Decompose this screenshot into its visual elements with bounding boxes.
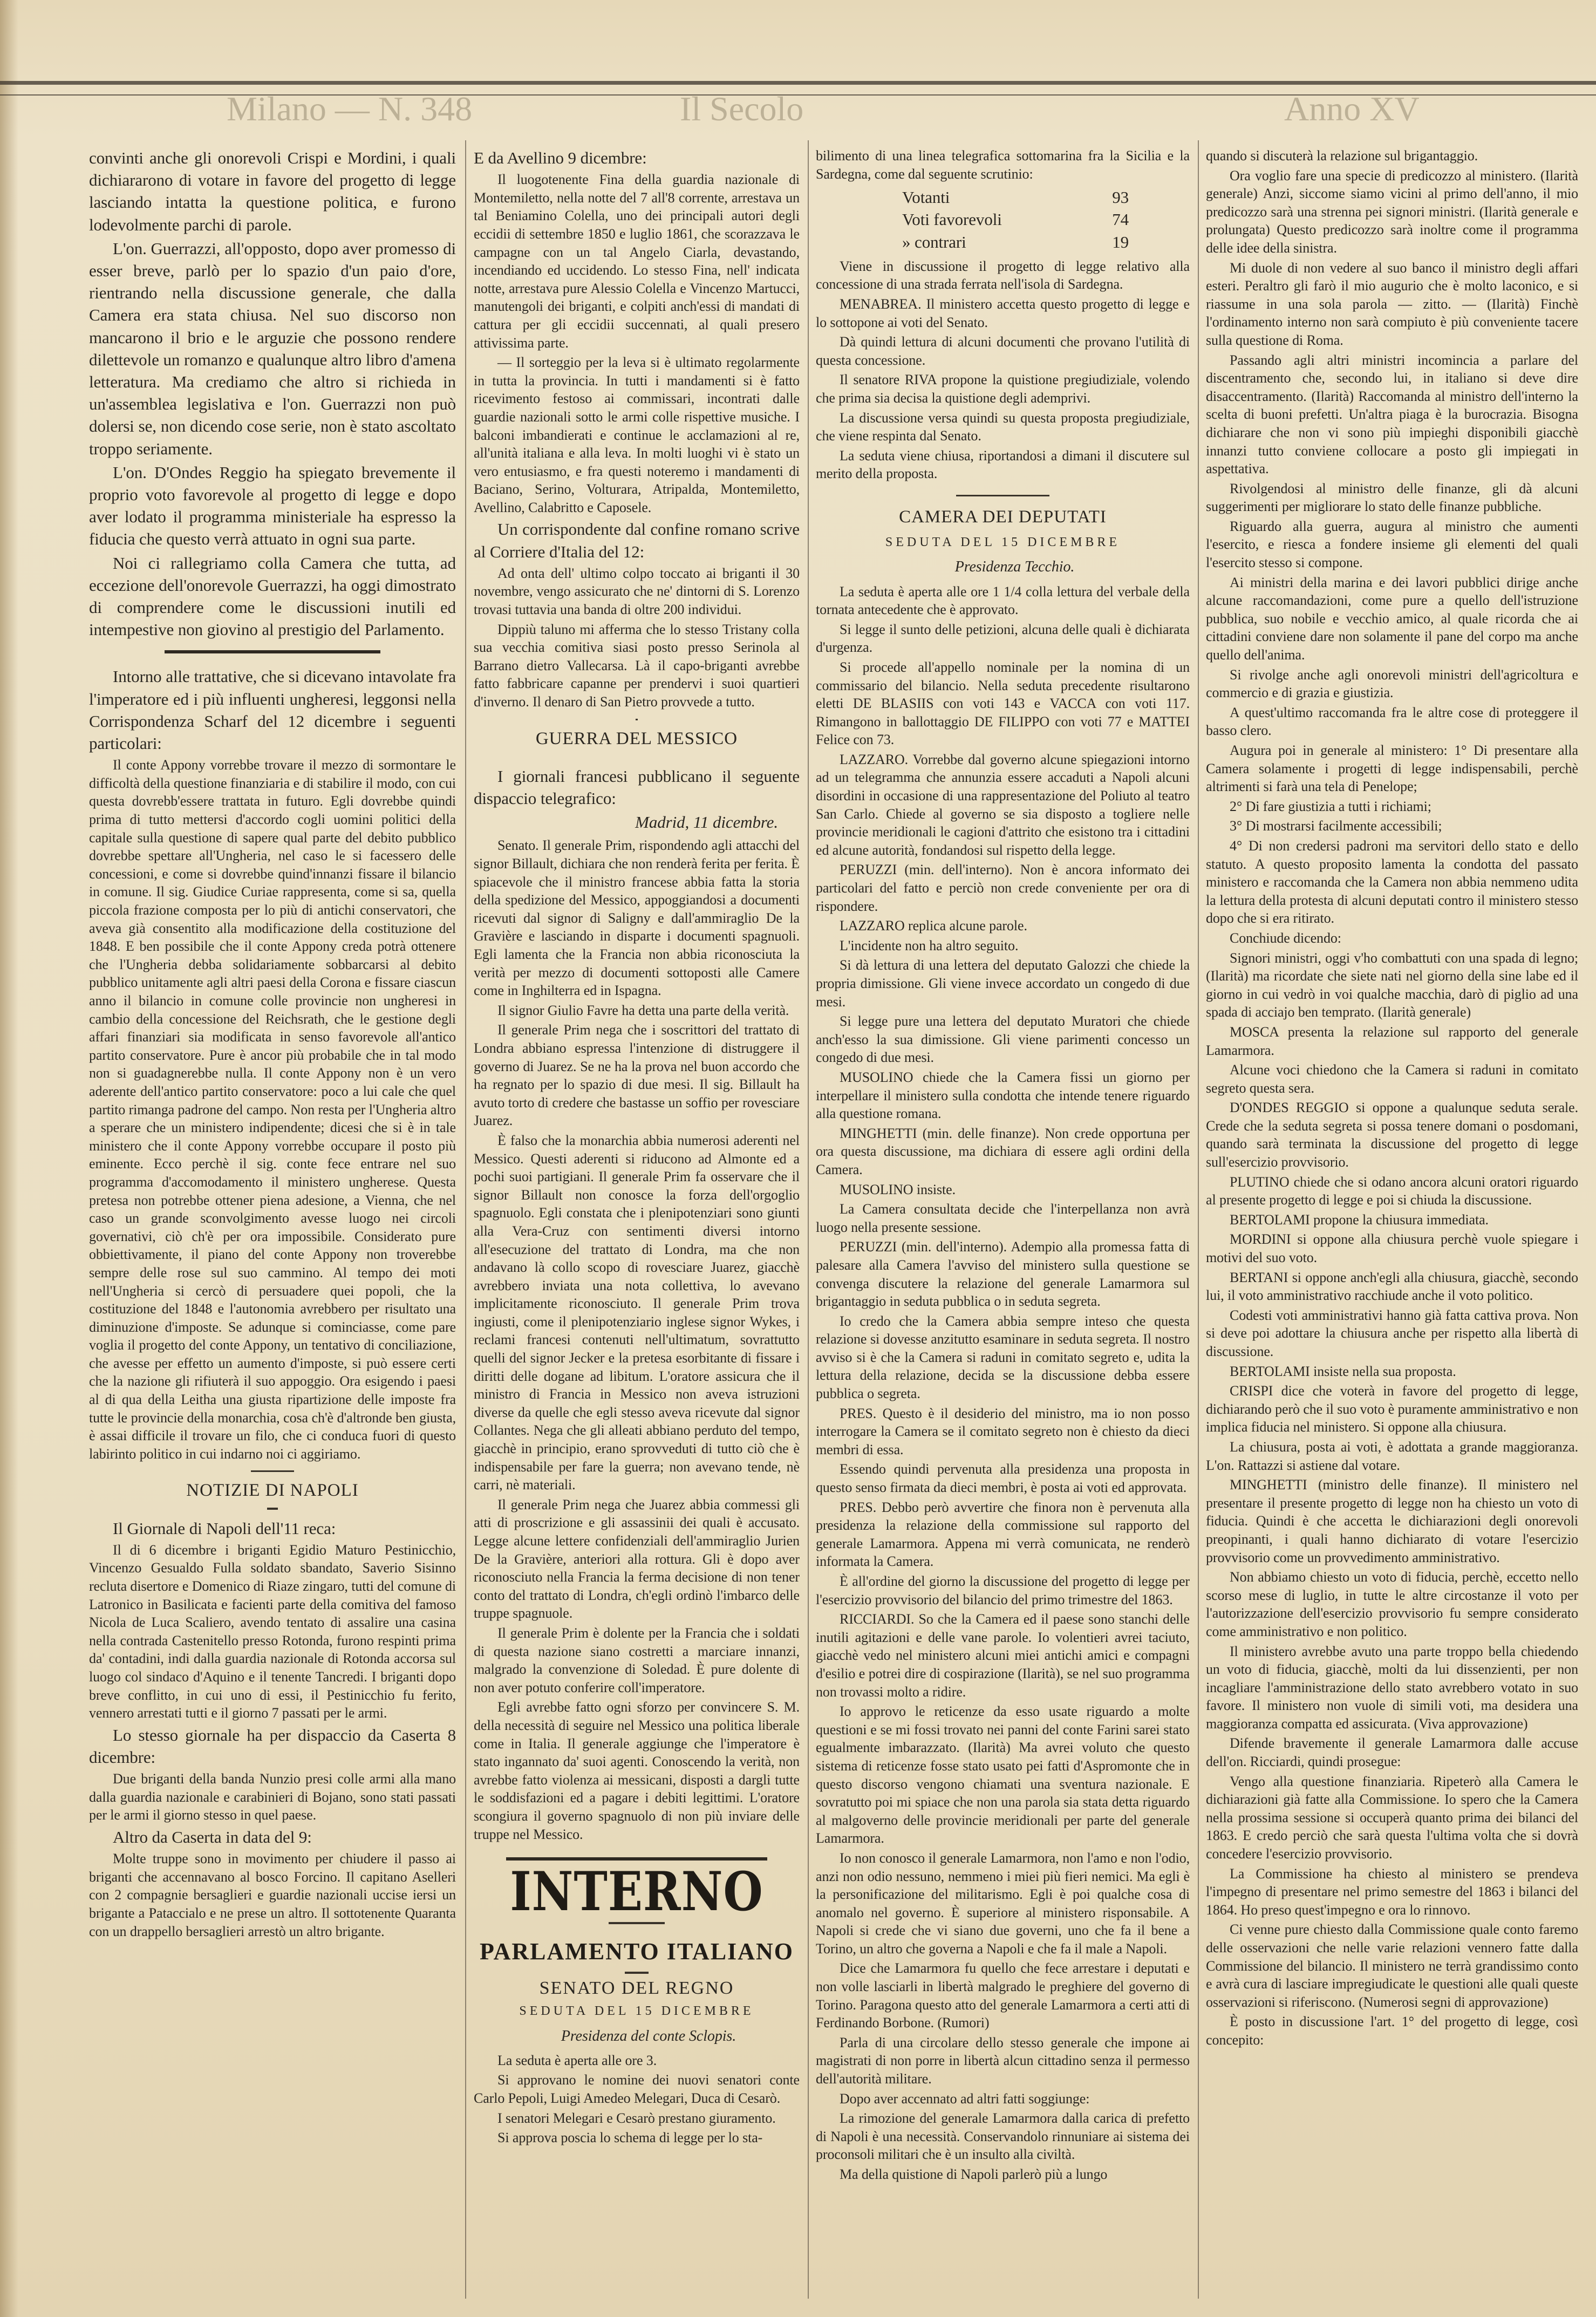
column-2 (474, 147, 800, 2311)
quoted-paragraph: Il conte Appony vorrebbe trovare il mezzo di sormontare le difficoltà della questione finanziaria e di stabilire il modo, con cui questa dovrebb'essere trattata in futuro. Egli dovrebbe quindi prima di tutto mettersi d'accordo cogli uomini politici della capitale sulla questione di sapere qual parte del debito pubblico dovrebbe spettare all'Ungheria, nel caso le si facessero delle concessioni, e come si dovrebbe quind'innanzi fissare il bilancio in comune. Il sig. Giudice Curiae rappresenta, come si sa, quella piccola frazione composta per lo più di antichi conservatori, che aveva già consentito alla modificazione della costituzione del 1848. E ben possibile che il conte Appony creda potrà ottenere che l'Ungheria debba solidariamente sobbarcarsi al debito pubblico unitamente agli altri paesi della Corona e fissare ciascun anno il bilancio in comune colle provincie non ungheresi in cambio della concessione del Reichsrath, che le gestione degli affari finanziari sia modificata in senso favorevole all'antico partito conservatore. Pure è ancor più probabile che in tal modo non si guadagnerebbe nulla. Il conte Appony non è un vero aderente dell'antico partito conservatore: poco a lui cale che quel partito rimanga padrone del campo. Non resta per l'Ungheria altro a sperare che un ministero indipendente; dicesi che si è in tale ministero che il conte Appony vorrebbe occupare il posto più eminente. Ecco perchè il sig. conte fece entrare nel suo programma d'accomodamento il ministero ungherese. Questa pretesa non potrebbe ottener piena adesione, a Vienna, che nel caso un grande sconvolgimento avesse luogo nei circoli governativi, ciò ch'è per ora impossibile. Considerato pure obbiettivamente, il piano del conte Appony non troverebbe sempre delle rose sul suo cammino. Al tempo dei moti nell'Ungheria si cercò di persuadere quei popoli, che la costituzione del 1848 e l'autonomia avrebbero per risultato una diminuzione d'imposte. Se adunque si cominciasse, come pare voglia il progetto del conte Appony, un tentativo di conciliazione, che avesse per effetto un aumento d'imposte, si può essere certi che la nazione gli rifiuterà il suo appoggio. Ora esigendo i paesi al di qua della Leitha una giusta ripartizione delle imposte fra tutte le provincie della monarchia, cosa ch'è d'altronde ben giusta, è assai difficile il trovare un filo, che ci conduca fuori di questo labirinto politico in cui indarno noi ci aggiriamo. (89, 757, 456, 1462)
paragraph: Alcune voci chiedono che la Camera si raduni in comitato segreto questa sera. (1206, 1062, 1578, 1096)
paragraph: Dà quindi lettura di alcuni documenti che provano l'utilità di questa concessione. (816, 334, 1190, 368)
column-4 (1206, 147, 1578, 2311)
vote-results (902, 186, 1129, 253)
paragraph: Si legge pure una lettera del deputato Muratori che chiede anch'esso la sua dimissione. Gli viene parimenti concesso un congedo di due mesi. (816, 1013, 1190, 1066)
section-heading-messico: GUERRA DEL MESSICO (535, 728, 738, 748)
quoted-paragraph: È falso che la monarchia abbia numerosi aderenti nel Messico. Questi aderenti si riducono ad Almonte ed a pochi suoi partigiani. Il generale Prim fa osservare che il signor Billault non conosce la forza dell'orgoglio spagnuolo. Egli constata che i plenipotenziari sono giunti alla Vera-Cruz con sentimenti diversi intorno all'esecuzione del trattato di Londra, ma che non andavano là collo scopo di rovesciare Juarez, giacchè avrebbero inviata una nota collettiva, lo avevano implicitamente riconosciuto. Il generale Prim trova ingiusti, come il plenipotenziario inglese signor Wykes, i reclami francesi contenuti nell'ultimatum, sovrattutto quelli del signor Jecker e la pretesa esorbitante di fissare i diritti delle dogane ad libitum. L'oratore assicura che il ministro di Francia in Messico non aveva istruzioni diverse da quelle che egli stesso aveva ricevute dal signor Collantes. Nega che gli alleati abbiano perduto del tempo, giacchè in principio, erano sprovveduti di tutto ciò che è indispensabile per fare la guerra; non avevano tende, nè carri, nè materiali. (474, 1132, 800, 1493)
paragraph: Essendo quindi pervenuta alla presidenza una proposta in questo senso firmata da dieci membri, è posta ai voti ed approvata. (816, 1461, 1190, 1496)
paragraph: I giornali francesi pubblicano il seguente dispaccio telegrafico: (474, 766, 800, 808)
paragraph: Signori ministri, oggi v'ho combattuti con una spada di legno; (Ilarità) ma ricordate che siete nati nel giorno della sine labe ed il giorno in cui vedrò in voi qualche macchia, darò di piglio ad una spada di acciajo ben temprato. (Ilarità generale) (1206, 950, 1578, 1020)
paragraph: La Camera consultata decide che l'interpellanza non avrà luogo nella presente sessione. (816, 1201, 1190, 1235)
paragraph: 4° Di non credersi padroni ma servitori dello stato e dello statuto. A questo proposito lamenta la condotta del passato ministero e raccomanda che la Camera non abbia nemmeno udita la lettura della protesta di alcuni deputati contro il ministero stesso dopo che si era ritirato. (1206, 837, 1578, 926)
quoted-paragraph: Dippiù taluno mi afferma che lo stesso Tristany colla sua vecchia comitiva siasi posto presso Serinola al Barrano dietro Vallecarsa. Là il capo-briganti avrebbe fatto fabbricare capanne per prendervi i suoi quartieri d'inverno. Il denaro di San Pietro provvede a tutto. (474, 621, 800, 710)
paragraph: L'incidente non ha altro seguito. (840, 937, 1019, 953)
heading-underline (625, 1972, 649, 1974)
paragraph: 3° Di mostrarsi facilmente accessibili; (1230, 818, 1442, 834)
vote-label: Votanti (902, 188, 950, 207)
paragraph: La seduta viene chiusa, riportandosi a dimani il discutere sul merito della proposta. (816, 447, 1190, 482)
presidenza-line: Presidenza del conte Sclopis. (561, 2027, 736, 2045)
quoted-paragraph: Il signor Giulio Favre ha detta una parte della verità. (497, 1002, 789, 1018)
vote-row (902, 231, 1129, 253)
paragraph: L'on. Guerrazzi, all'opposto, dopo aver promesso di esser breve, parlò per lo spazio d'un paio d'ore, rientrando nella discussione generale, che dalla Camera era stata chiusa. Nel suo discorso non mancarono il brio e le arguzie che possono rendere dilettevole un romanzo e qualunque altro libro d'amena letteratura. Ma crediamo che altro si richieda in un'assemblea legislativa e l'on. Guerrazzi non può dolersi se, non dicendo cose serie, non è stato ascoltato troppo seriamente. (89, 238, 456, 458)
vote-value: 74 (1112, 210, 1129, 229)
section-rule (956, 495, 1049, 496)
paragraph: MUSOLINO chiede che la Camera fissi un giorno per interpellare il ministero sulla condotta che intende tenere riguardo alla questione romana. (816, 1069, 1190, 1122)
paragraph: I senatori Melegari e Cesarò prestano giuramento. (497, 2110, 776, 2126)
paragraph: PRES. Questo è il desiderio del ministro, ma io non posso interrogare la Camera se il comitato segreto non è chiesto da dieci membri di essa. (816, 1405, 1190, 1457)
paragraph: Non abbiamo chiesto un voto di fiducia, perchè, eccetto nello scorso mese di luglio, in tutte le altre circostanze il voto per l'autorizzazione dell'esercizio provvisorio fu sempre considerato come amministrativo e non politico. (1206, 1569, 1578, 1639)
presidenza-line: Presidenza Tecchio. (954, 558, 1075, 576)
paragraph: PLUTINO chiede che si odano ancora alcuni oratori riguardo al presente progetto di legge e poi si chiuda la discussione. (1206, 1174, 1578, 1208)
paragraph: Si procede all'appello nominale per la nomina di un commissario del bilancio. Nella seduta precedente risultarono eletti DE BLASIIS con voti 143 e VACCA con voti 117. Rimangono in ballottaggio DE FILIPPO con voti 77 e MATTEI Felice con 73. (816, 659, 1190, 748)
paragraph: Si approvano le nomine dei nuovi senatori conte Carlo Pepoli, Luigi Amedeo Melegari, Duca di Cesarò. (474, 2072, 800, 2106)
quoted-paragraph: Il generale Prim nega che Juarez abbia commessi gli atti di proscrizione e gli assassinii dei quali è accusato. Legge alcune lettere confidenziali dell'ammiraglio Jurien De la Gravière, anteriori alla rottura. Gli è dopo aver riconosciuto nella Francia la ferma decisione di non tener conto del trattato di Londra, ch'egli ordinò l'imbarco delle truppe spagnuole. (474, 1496, 800, 1621)
bleed-through-header (0, 89, 1596, 132)
paragraph: Intorno alle trattative, che si dicevano intavolate fra l'imperatore ed i più influenti ungheresi, leggonsi nella Corrispondenza Scharf del 12 dicembre i seguenti particolari: (89, 667, 456, 753)
senato-heading: SENATO DEL REGNO (539, 1978, 734, 1999)
paragraph: Rivolgendosi al ministro delle finanze, gli dà alcuni suggerimenti per migliorare lo stato delle finanze pubbliche. (1206, 480, 1578, 515)
paragraph: Si rivolge anche agli onorevoli ministri dell'agricoltura e commercio e di grazia e giustizia. (1206, 666, 1578, 701)
paragraph: Il ministero avrebbe avuto una parte troppo bella chiedendo un voto di fiducia, giacchè, molti da lui dissenzienti, per non incagliare l'amministrazione dello stato avrebbero votato in suo favore. Il ministero non vuole di simili voti, ma desidera una maggioranza compatta ed assicurata. (Viva approvazione) (1206, 1643, 1578, 1732)
paragraph: Il senatore RIVA propone la quistione pregiudiziale, volendo che prima sia decisa la quistione degli ademprivi. (816, 372, 1190, 406)
paragraph: L'on. D'Ondes Reggio ha spiegato brevemente il proprio voto favorevole al progetto di legge e dopo aver lodato il programma ministeriale ha espresso la fiducia che questo verrà attuato in ogni sua parte. (89, 462, 456, 549)
camera-heading: CAMERA DEI DEPUTATI (899, 507, 1107, 527)
vote-value: 93 (1112, 188, 1129, 207)
paragraph: Si dà lettura di una lettera del deputato Galozzi che chiede la propria dimissione. Gli viene invece accordato un congedo di due mesi. (816, 957, 1190, 1010)
paragraph: La discussione versa quindi su questa proposta pregiudiziale, che viene respinta dal Senato. (816, 410, 1190, 444)
seduta-heading: SEDUTA DEL 15 DICEMBRE (885, 535, 1121, 550)
parlamento-heading: PARLAMENTO ITALIANO (480, 1938, 794, 1965)
paragraph: Parla di una circolare dello stesso generale che impone ai magistrati di non porre in libertà alcun cittadino senza il permesso dell'autorità militare. (816, 2034, 1190, 2087)
paragraph: quando si discuterà la relazione sul brigantaggio. (1206, 148, 1478, 163)
paragraph: convinti anche gli onorevoli Crispi e Mordini, i quali dichiararono di votare in favore del progetto di legge lasciando intatta la questione politica, e furono lodevolmente parchi di parole. (89, 148, 456, 234)
paragraph: BERTANI si oppone anch'egli alla chiusura, giacchè, secondo lui, il voto amministrativo racchiude anche il voto politico. (1206, 1269, 1578, 1304)
paragraph: CRISPI dice che voterà in favore del progetto di legge, dichiarando però che il suo voto è puramente amministrativo e non implica fiducia nel ministero. Si oppone alla chiusura. (1206, 1383, 1578, 1435)
vote-row (902, 208, 1129, 230)
paragraph: BERTOLAMI propone la chiusura immediata. (1230, 1211, 1489, 1228)
heading-underline (267, 1508, 278, 1510)
quoted-paragraph: Due briganti della banda Nunzio presi colle armi alla mano dalla guardia nazionale e carabinieri di Bojano, sono stati passati per le armi il giorno stesso in quel paese. (89, 1771, 456, 1823)
paragraph: Difende bravemente il generale Lamarmora dalle accuse dell'on. Ricciardi, quindi prosegue: (1206, 1735, 1578, 1770)
paragraph: PRES. Debbo però avvertire che finora non è pervenuta alla presidenza la relazione della commissione sul rapporto del generale Lamarmora. Appena mi verrà comunicata, ne renderò informata la Camera. (816, 1499, 1190, 1570)
seduta-heading: SEDUTA DEL 15 DICEMBRE (519, 2004, 754, 2019)
quoted-paragraph: Egli avrebbe fatto ogni sforzo per convincere S. M. della necessità di seguire nel Messico una politica liberale come in Italia. Il generale aggiunge che l'imperatore è stato ingannato da' suoi agenti. Conoscendo la verità, non avrebbe fatto violenza ai messicani, disposti a dargli tutte le soddisfazioni ed a pagare i debiti legittimi. L'oratore scongiura il governo spagnuolo di non più inviare delle truppe nel Messico. (474, 1699, 800, 1842)
section-rule (636, 719, 638, 720)
paragraph: È posto in discussione l'art. 1° del progetto di legge, così concepito: (1206, 2014, 1578, 2048)
column-separator (465, 140, 466, 2299)
paragraph: MENABREA. Il ministero accetta questo progetto di legge e lo sottopone ai voti del Senato. (816, 296, 1190, 330)
paragraph: Ora voglio fare una specie di predicozzo al ministero. (Ilarità generale) Anzi, siccome siamo vicini al primo dell'anno, il mio predicozzo sarà una strenna pei signori ministri. (Ilarità generale e prolungata) Questo predicozzo sarà inoltre come il programma delle idee della sinistra. (1206, 167, 1578, 256)
paragraph: Dopo aver accennato ad altri fatti soggiunge: (840, 2090, 1090, 2107)
paragraph: Augura poi in generale al ministero: 1° Di presentare alla Camera solamente i progetti di legge indispensabili, perchè altrimenti si farà una tela di Penelope; (1206, 742, 1578, 795)
paragraph: Noi ci rallegriamo colla Camera che tutta, ad eccezione dell'onorevole Guerrazzi, ha oggi dimostrato di comprendere come le discussioni inutili ed intempestive non giovino al prestigio del Parlamento. (89, 553, 456, 639)
paragraph: Si legge il sunto delle petizioni, alcuna delle quali è dichiarata d'urgenza. (816, 621, 1190, 656)
paragraph: La seduta è aperta alle ore 3. (497, 2052, 657, 2068)
paragraph: Codesti voti amministrativi hanno già fatta cattiva prova. Non si deve poi adottare la chiusura anche per rispetto alla libertà di discussione. (1206, 1307, 1578, 1359)
column-separator (808, 140, 809, 2299)
column-separator (1198, 140, 1199, 2299)
paragraph: LAZZARO replica alcune parole. (840, 918, 1027, 934)
paragraph: Un corrispondente dal confine romano scrive al Corriere d'Italia del 12: (474, 520, 800, 561)
quoted-paragraph: Ad onta dell' ultimo colpo toccato ai briganti il 30 novembre, vengo assicurato che ne' dintorni di S. Lorenzo trovasi tuttavia una banda di oltre 200 individui. (474, 565, 800, 618)
quoted-paragraph: Il luogotenente Fina della guardia nazionale di Montemiletto, nella notte del 7 all'8 corrente, arrestava un tal Beniamino Colella, uno dei principali autori degli eccidii di settembre 1850 e luglio 1861, che scorazzava le campagne con un tal Angelo Ciarla, devastando, incendiando ed uccidendo. Lo stesso Fina, nell' indicata notte, arrestava pure Alessio Colella e Vincenzo Martucci, manutengoli dei briganti, e colpiti anch'essi di mandati di cattura per gli eccidii succennati, al quali presero attivissima parte. (474, 172, 800, 351)
paragraph: RICCIARDI. So che la Camera ed il paese sono stanchi delle inutili agitazioni e delle vane parole. Io volentieri avrei taciuto, giacchè vedo nel ministero alcuni miei antichi amici e compagni d'esilio e potrei dire di cospirazione (Ilarità), se nel suo programma non trovassi molto a ridire. (816, 1611, 1190, 1700)
paragraph: Riguardo alla guerra, augura al ministro che aumenti l'esercito, e riesca a fondere insieme gli elementi del quali l'esercito stesso si compone. (1206, 518, 1578, 571)
quoted-paragraph: Il generale Prim nega che i soscrittori del trattato di Londra abbiano espressa l'intenzione di distruggere il governo di Juarez. Se ne ha la prova nel buon accordo che ha regnato per lo spazio di due mesi. Il sig. Billault ha avuto torto di credere che bastasse un soffio per rovesciare Juarez. (474, 1022, 800, 1129)
paragraph: MORDINI si oppone alla chiusura perchè vuole spiegare i motivi del suo voto. (1206, 1231, 1578, 1266)
paragraph: MUSOLINO insiste. (840, 1181, 956, 1197)
paragraph: Io approvo le reticenze da esso usate riguardo a molte questioni e se mi fossi trovato nei panni del conte Farini sarei stato egualmente imbarazzato. (Ilarità) Ma avrei voluto che questo sistema di reticenze fosse stato usato pei fatti d'Aspromonte che in questo discorso vengono chiamati una sventura nazionale. E sovratutto poi mi spiace che non una parola sia stata detta riguardo al malgoverno delle provincie meridionali per parte del generale Lamarmora. (816, 1703, 1190, 1846)
paragraph: 2° Di fare giustizia a tutti i richiami; (1230, 798, 1431, 814)
paragraph: E da Avellino 9 dicembre: (474, 148, 647, 167)
paragraph: Dice che Lamarmora fu quello che fece arrestare i deputati e non volle lasciarli in libertà malgrado le preghiere del governo di Torino. Paragona questo atto del generale Lamarmora a certi atti di Ferdinando Borbone. (Rumori) (816, 1960, 1190, 2031)
column-1 (89, 147, 456, 2311)
quoted-paragraph: Senato. Il generale Prim, rispondendo agli attacchi del signor Billault, dichiara che non renderà ferita per ferita. È spiacevole che il ministro francese abbia fatta la storia della spedizione del Messico, appoggiandosi a documenti ricevuti dal signor di Saligny e dall'ammiraglio De la Gravière e lasciando in disparte i documenti spagnuoli. Egli lamenta che la Francia non abbia riconosciuta la verità per mezzo di documenti sottoposti alle Camere come in Inghilterra ed in Ispagna. (474, 837, 800, 999)
paragraph: PERUZZI (min. dell'interno). Non è ancora informato dei particolari del fatto e perciò non crede conveniente per ora di rispondere. (816, 862, 1190, 914)
ghost-header-left: Milano — N. 348 (227, 90, 473, 128)
paragraph: bilimento di una linea telegrafica sottomarina fra la Sicilia e la Sardegna, come dal seguente scrutinio: (816, 148, 1190, 182)
paragraph: PERUZZI (min. dell'interno). Adempio alla promessa fatta di palesare alla Camera l'avviso del ministero sulla questione se convenga discutere la relazione del generale Lamarmora sul brigantaggio in seduta pubblica o in seduta segreta. (816, 1239, 1190, 1310)
column-3 (816, 147, 1190, 2311)
paragraph: Ma della quistione di Napoli parlerò più a lungo (840, 2166, 1108, 2182)
paragraph: LAZZARO. Vorrebbe dal governo alcune spiegazioni intorno ad un telegramma che annunzia essere accaduti a Napoli alcuni disordini in occasione di una rappresentazione del Poliuto al teatro San Carlo. Chiede al governo se sia disposto a togliere nelle provincie meridionali le cagioni d'attrito che esistono tra i cittadini ed alcune autorità, fondandosi sul rispetto della legge. (816, 751, 1190, 858)
quoted-paragraph: Il di 6 dicembre i briganti Egidio Maturo Pestinicchio, Vincenzo Gesualdo Fulla soldato sbandato, Saverio Sisinno recluta disertore e Domenico di Riaze zingaro, tutti del comune di Latronico in Basilicata e facienti parte della comitiva del famoso Nicola de Luca Scaliero, avendo tentato di assalire una casina nella contrada Castenitello presso Rotonda, furono respinti prima da' contadini, indi dalla guardia nazionale di Rotonda accorsa sul luogo col sindaco d'Aquino e il tenente Tancredi. I briganti dopo breve conflitto, in cui uno di essi, il Pestinicchio fu ferito, vennero arrestati tutti e il giorno 7 passati per le armi. (89, 1542, 456, 1721)
paragraph: Altro da Caserta in data del 9: (113, 1827, 312, 1846)
paragraph: Passando agli altri ministri incomincia a parlare del discentramento che, secondo lui, in italiano si deve dire disaccentramento. (Ilarità) Raccomanda al ministro dell'interno la scelta di buoni prefetti. Un'altra piaga è la burocrazia. Bisogna dichiarare che non vi sono più impieghi disponibili giacchè innanzi tutto conviene collocare a posto gli impiegati in aspettativa. (1206, 352, 1578, 477)
paragraph: Io non conosco il generale Lamarmora, non l'amo e non l'odio, anzi non odio nessuno, nemmeno i miei più fieri nemici. Ma egli è la personificazione del militarismo. Egli è poi qualche cosa di anomalo nel governo. È superiore al ministero risponsabile. A Napoli si crede che vi siano due governi, uno che fa il bene a Torino, un altro che governa a Napoli e che fa il male a Napoli. (816, 1850, 1190, 1957)
paragraph: È all'ordine del giorno la discussione del progetto di legge per l'esercizio provvisorio del bilancio del primo trimestre del 1863. (816, 1573, 1190, 1607)
paragraph: Il Giornale di Napoli dell'11 reca: (113, 1518, 336, 1538)
paragraph: Ci venne pure chiesto dalla Commissione quale conto faremo delle osservazioni che nelle varie relazioni vennero fatte dalla Commissione del bilancio. Il ministero ne terrà grandissimo conto e avrà cura di lasciare impregiudicate le questioni alle quali queste osservazioni si riferiscono. (Numerosi segni di approvazione) (1206, 1921, 1578, 2010)
dateline: Madrid, 11 dicembre. (635, 813, 778, 832)
paragraph: MINGHETTI (ministro delle finanze). Il ministero nel presentare il presente progetto di legge non ha chiesto un voto di fiducia. Quindi è che accetta le dichiarazioni degli onorevoli preopinanti, i quali hanno dichiarato di votare l'esercizio provvisorio come un provvedimento amministrativo. (1206, 1477, 1578, 1565)
paragraph: La Commissione ha chiesto al ministero se prendeva l'impegno di presentare nel primo semestre del 1863 i bilanci del 1864. Ho preso quest'impegno e ora lo rinnovo. (1206, 1865, 1578, 1918)
paragraph: MOSCA presenta la relazione sul rapporto del generale Lamarmora. (1206, 1024, 1578, 1058)
vote-label: Voti favorevoli (902, 210, 1002, 229)
paragraph: MINGHETTI (min. delle finanze). Non crede opportuna per ora questa discussione, ma dichiara di essere agli ordini della Camera. (816, 1125, 1190, 1177)
vote-row (902, 186, 1129, 208)
paragraph: A quest'ultimo raccomanda fra le altre cose di proteggere il basso clero. (1206, 704, 1578, 739)
paragraph: Viene in discussione il progetto di legge relativo alla concessione di una strada ferrata nell'isola di Sardegna. (816, 258, 1190, 292)
paragraph: La rimozione del generale Lamarmora dalla carica di prefetto di Napoli è una necessità. Conservandolo rinnuniare ai sistema dei proconsoli militari che è un insulto alla civiltà. (816, 2110, 1190, 2163)
paragraph: La chiusura, posta ai voti, è adottata a grande maggioranza. L'on. Rattazzi si astiene dal votare. (1206, 1439, 1578, 1473)
paragraph: Mi duole di non vedere al suo banco il ministro degli affari esteri. Peraltro gli farò il mio augurio che è molto laconico, e si riassume in una sola parola — zitto. — (Ilarità) Finchè l'ordinamento interno non sarà compiuto è più conveniente tacere sulla questione di Roma. (1206, 260, 1578, 348)
paragraph: Conchiude dicendo: (1230, 930, 1341, 946)
interno-heading: INTERNO (510, 1860, 763, 1923)
paragraph: Ai ministri della marina e dei lavori pubblici dirige anche alcune raccomandazioni, come pure a quello dell'istruzione pubblica, suo nobile e vecchio amico, al quale ricorda che ai cittadini conviene dare non solamente il pane del corpo ma anche quello dell'anima. (1206, 574, 1578, 663)
quoted-paragraph: Molte truppe sono in movimento per chiudere il passo ai briganti che accennavano al bosco Forcino. Il capitano Aselleri con 2 compagnie bersaglieri e guardie nazionali uccise iersi un brigante a Pataccialo e ne prese un altro. Il sottotenente Quaranta con un drappello bersaglieri arrestò un altro brigante. (89, 1851, 456, 1939)
paragraph: Io credo che la Camera abbia sempre inteso che questa relazione si dovesse anzitutto esaminare in seduta segreta. Il nostro avviso si è che la Camera si raduni in comitato segreto e, udita la lettura della relazione, decida se la discussione debba essere pubblica o segreta. (816, 1313, 1190, 1402)
ghost-header-center: Il Secolo (680, 90, 804, 128)
paragraph: Lo stesso giornale ha per dispaccio da Caserta 8 dicembre: (89, 1725, 456, 1767)
page-edge-shadow (0, 0, 18, 2317)
quoted-paragraph: Il generale Prim è dolente per la Francia che i soldati di questa nazione siano costretti a marciare innanzi, malgrado la convenzione di Soledad. È pure dolente di non aver potuto conferire coll'imperatore. (474, 1625, 800, 1695)
section-rule (165, 650, 380, 653)
paragraph: La seduta è aperta alle ore 1 1/4 colla lettura del verbale della tornata antecedente che è approvato. (816, 583, 1190, 618)
paragraph: Si approva poscia lo schema di legge per lo sta- (497, 2130, 763, 2146)
paragraph: Vengo alla questione finanziaria. Ripeterò alla Camera le dichiarazioni già fatte alla Commissione. Io spero che la Camera nella prossima sessione si occuperà quanto prima dei bilanci del 1863. E credo perciò che sarà questa l'ultima volta che si dovrà concedere l'esercizio provvisorio. (1206, 1773, 1578, 1862)
vote-label: » contrari (902, 232, 966, 251)
quoted-paragraph: — Il sorteggio per la leva si è ultimato regolarmente in tutta la provincia. In tutti i mandamenti si è fatto ricevimento festoso ai commissari, incontrati dalle guardie nazionali sotto le armi colle rispettive musiche. I balconi imbandierati e continue le acclamazioni al re, all'unità italiana e alla leva. In molti luoghi vi è stato un vero entusiasmo, e fra questi noteremo i mandamenti di Baciano, Serino, Volturara, Atripalda, Montemiletto, Avellino, Calabritto e Caposele. (474, 355, 800, 515)
section-heading-napoli: NOTIZIE DI NAPOLI (186, 1481, 359, 1501)
ghost-header-right: Anno XV (1284, 90, 1420, 128)
section-rule (251, 1470, 294, 1472)
paragraph: BERTOLAMI insiste nella sua proposta. (1230, 1363, 1456, 1379)
vote-value: 19 (1112, 232, 1129, 251)
paragraph: D'ONDES REGGIO si oppone a qualunque seduta serale. Crede che la seduta segreta si possa tenere domani o posdomani, quando sarà terminata la discussione del progetto di legge sull'esercizio provvisorio. (1206, 1100, 1578, 1170)
